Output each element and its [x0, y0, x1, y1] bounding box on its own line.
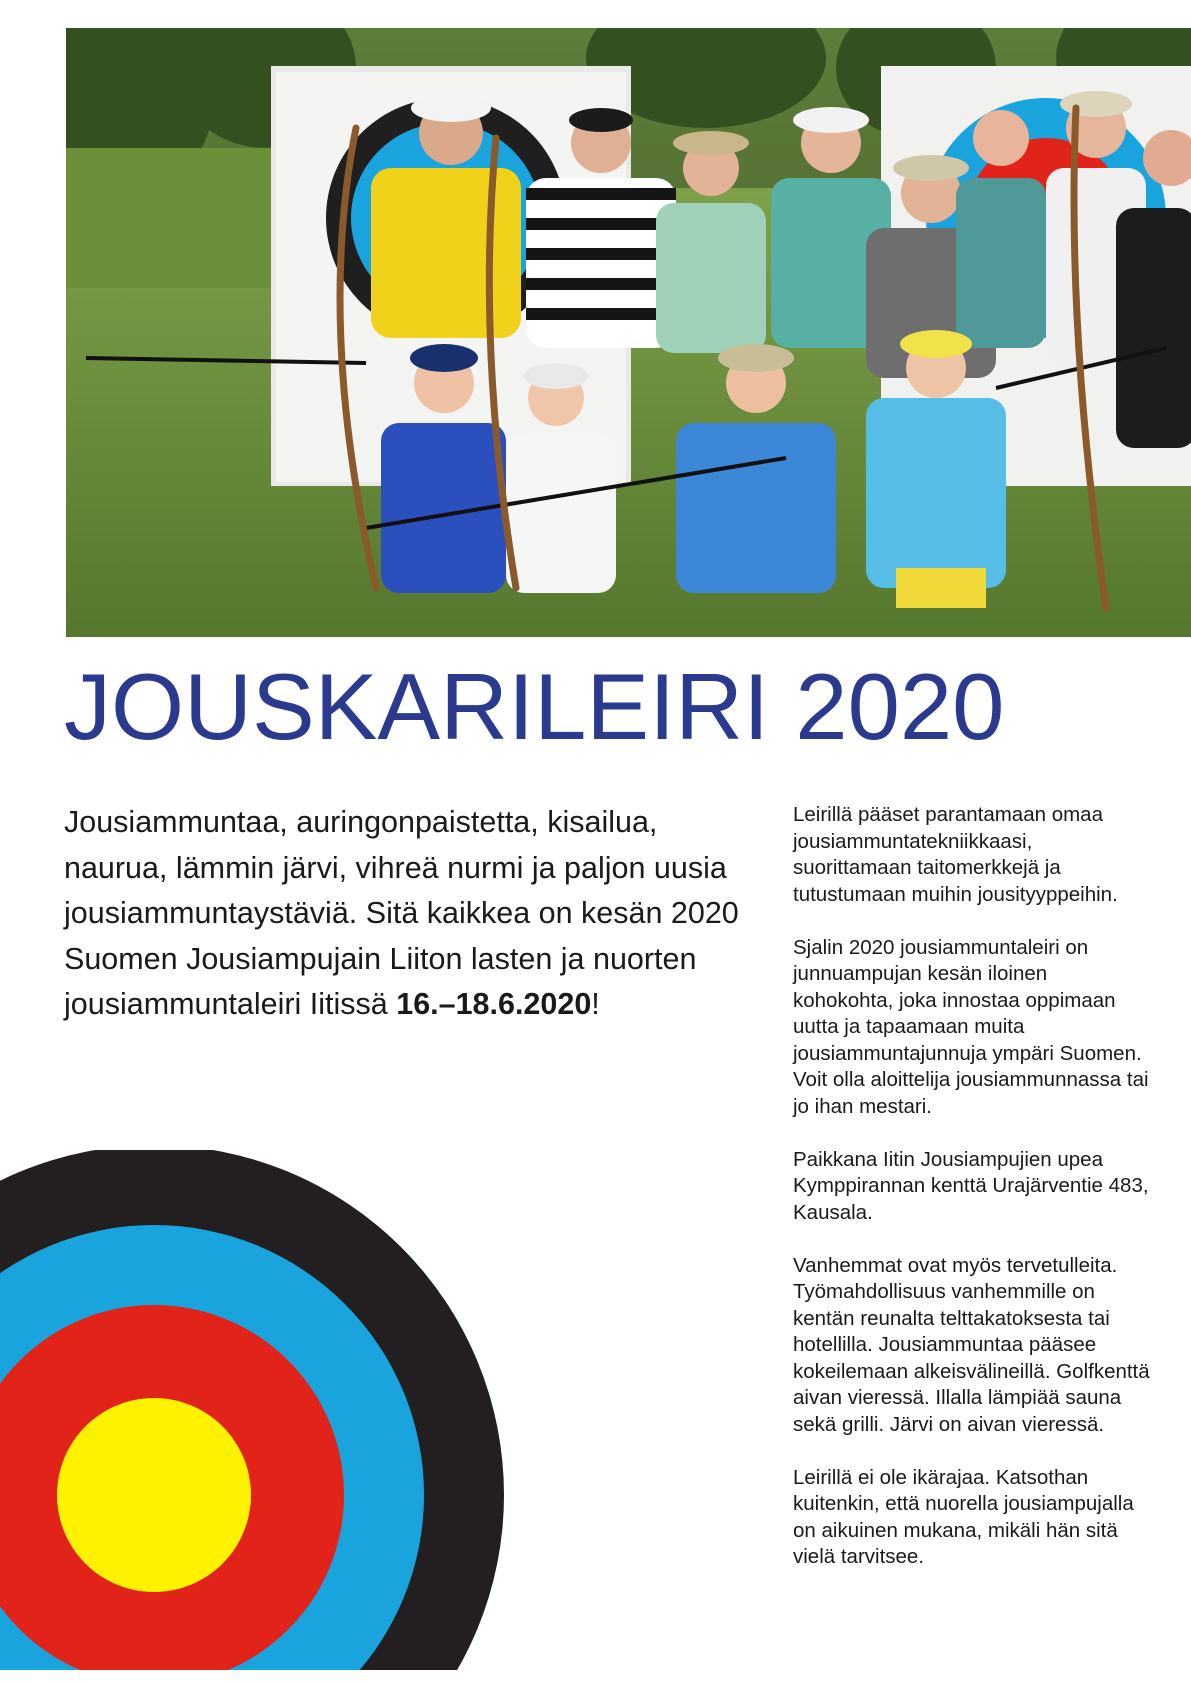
group-photo-illustration [66, 28, 1191, 637]
archery-target-graphic [0, 1150, 540, 1670]
event-dates: 16.–18.6.2020 [396, 987, 592, 1021]
page-title: JOUSKARILEIRI 2020 [64, 654, 1005, 759]
intro-end: ! [591, 987, 600, 1021]
info-paragraph: Leirillä pääset parantamaan omaa jousiammuntatekniikkaasi, suorittamaan taitomerkkejä ja tutustumaan muihin jousityyppeihin. [793, 803, 1118, 906]
info-paragraph: Paikkana Iitin Jousiampujien upea Kymppirannan kenttä Urajärventie 483, Kausala. [793, 1147, 1149, 1224]
intro-paragraph [64, 800, 764, 1028]
info-paragraph: Leirillä ei ole ikärajaa. Katsothan kuitenkin, että nuorella jousiampujalla on aikuinen mukana, mikäli hän sitä vielä tarvitsee. [793, 1465, 1134, 1568]
intro-text: Jousiammuntaa, auringonpaistetta, kisailua, naurua, lämmin järvi, vihreä nurmi ja paljon uusia jousiammuntaystäviä. Sitä kaikkea on kesän 2020 Suomen Jousiampujain Liiton lasten ja nuorten jousiammuntaleiri Iitissä [64, 805, 739, 1021]
info-paragraph: Sjalin 2020 jousiammuntaleiri on junnuampujan kesän iloinen kohokohta, joka innostaa oppimaan uutta ja tapaamaan muita jousiammuntajunnuja ympäri Suomen. Voit olla aloittelija jousiammunnassa tai jo ihan mestari. [793, 935, 1149, 1118]
group-photo [66, 28, 1191, 637]
info-column [793, 802, 1153, 1597]
target-ring-yellow [57, 1398, 251, 1592]
info-paragraph: Vanhemmat ovat myös tervetulleita. Työmahdollisuus vanhemmille on kentän reunalta telttakatoksesta tai hotellilla. Jousiammuntaa pääsee kokeilemaan alkeisvälineillä. Golfkenttä aivan vieressä. Illalla lämpiää sauna sekä grilli. Järvi on aivan vieressä. [793, 1253, 1150, 1436]
